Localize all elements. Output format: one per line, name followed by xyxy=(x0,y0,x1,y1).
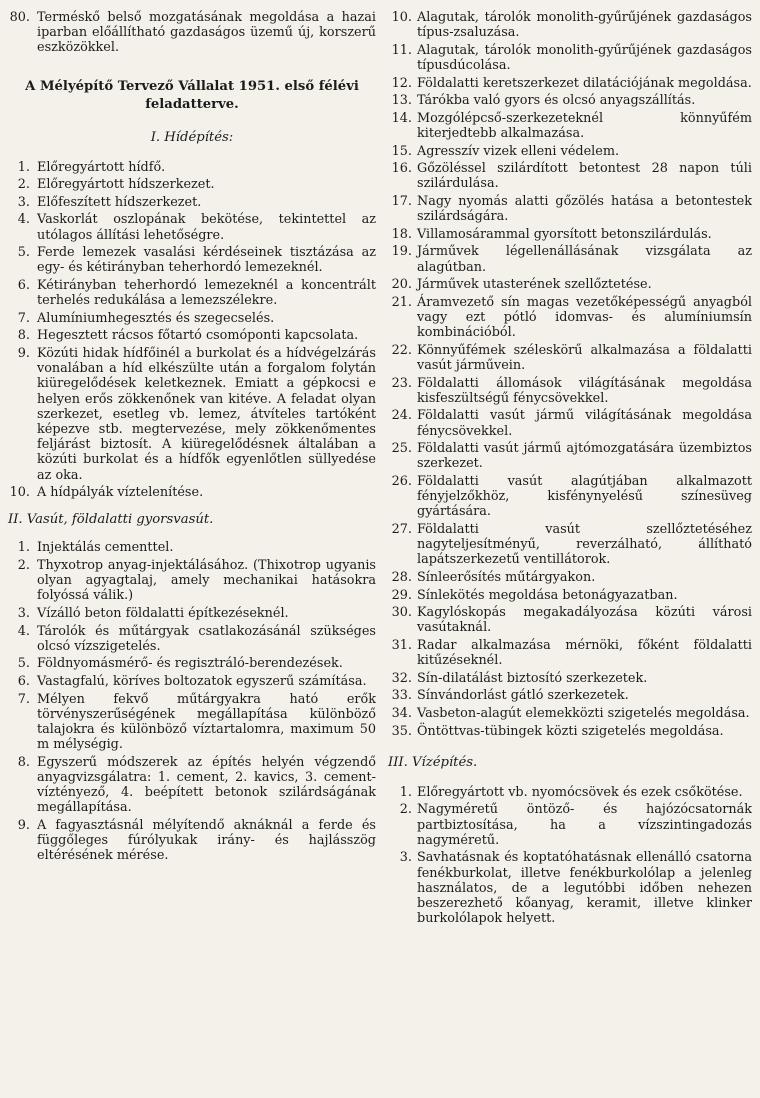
item-text: Földalatti keretszerkezet dilatációjának megoldása. xyxy=(417,75,752,91)
list-item xyxy=(388,343,752,373)
section2-list-right xyxy=(388,10,752,739)
list-item xyxy=(388,724,752,739)
item-text: Földalatti vasút szellőztetéséhez nagyteljesítményű, reverzálható, állítható lapátszerkezetű ventillátorok. xyxy=(417,521,752,568)
item-text: Mozgólépcső-szerkezeteknél könnyűfém kiterjedtebb alkalmazása. xyxy=(417,110,752,141)
item-text: Villamosárammal gyorsított betonszilárdulás. xyxy=(417,226,712,242)
item-number: 5. xyxy=(17,656,30,672)
item-text: Járművek utasterének szellőztetése. xyxy=(417,277,652,293)
list-item xyxy=(388,441,752,471)
item-text: Sín-dilatálást biztosító szerkezetek. xyxy=(417,670,648,686)
list-item xyxy=(8,692,376,753)
item-text: Nagy nyomás alatti gőzölés hatása a betontestek szilárdságára. xyxy=(417,193,752,225)
item-number: 31. xyxy=(391,637,412,653)
item-text: Közúti hidak hídfőinél a burkolat és a hídvégelzárás vonalában a híd elkészülte után a forgalom folytán kiüregelődések keletkeznek. Emiatt a gépkocsi e helyen erős zökkenőnek van kitéve. A feladat olyan szerkezet, esetleg vb. lemez, átvíteles tartóként képezve stb. megtervezése, mely zökkenőmentes feljárást biztosít. A kiüregelődésnek általában a közúti burkolat és a hídfők egyenlőtlen süllyedése az oka. xyxy=(37,345,376,483)
list-item xyxy=(8,540,376,555)
item-number: 8. xyxy=(17,754,30,770)
item-number: 29. xyxy=(391,587,412,603)
item-number: 26. xyxy=(391,473,412,489)
item-text: Előregyártott hídszerkezet. xyxy=(37,177,215,193)
list-item xyxy=(388,785,752,800)
item-number: 10. xyxy=(391,10,412,25)
item-number: 1. xyxy=(17,159,30,175)
item-text: Savhatásnak és koptatóhatásnak ellenálló csatorna fenékburkolat, illetve fenékburkolólap a jelenleg használatos, de a legutóbbi időben nehezen beszerezhető kőanyag, keramit, illetve klinker burkolólapok helyett. xyxy=(417,850,752,927)
item-text: Vízálló beton földalatti építkezéseknél. xyxy=(37,605,289,621)
item-text: Sínvándorlást gátló szerkezetek. xyxy=(417,688,629,704)
item-text: Hegesztett rácsos főtartó csomóponti kapcsolata. xyxy=(37,328,359,344)
item-number: 2. xyxy=(17,177,30,193)
item-number: 4. xyxy=(17,623,30,639)
list-item xyxy=(388,227,752,242)
item-text: Földalatti vasút jármű ajtómozgatására üzembiztos szerkezet. xyxy=(417,441,752,472)
item-text: Thyxotrop anyag-injektálásához. (Thixotrop ugyanis olyan agyagtalaj, amely mechanikai hatásokra folyóssá válik.) xyxy=(37,557,376,604)
item-number: 10. xyxy=(9,485,30,501)
section-title-vizepites: III. Vízépítés. xyxy=(388,754,478,770)
section1-list xyxy=(8,160,376,501)
item-number: 4. xyxy=(17,212,30,228)
item-text: A fagyasztásnál mélyítendő aknáknál a ferde és függőleges fúrólyukak irány- és hajlásszög eltérésének mérése. xyxy=(37,817,376,864)
item-number: 32. xyxy=(391,670,412,686)
item-number: 3. xyxy=(17,605,30,621)
item-text: Injektálás cementtel. xyxy=(37,540,174,556)
item-number: 19. xyxy=(391,244,412,260)
list-item xyxy=(388,688,752,703)
item-number: 5. xyxy=(17,245,30,261)
item-number: 16. xyxy=(391,161,412,177)
list-item xyxy=(388,93,752,108)
item-text: Tárolók és műtárgyak csatlakozásánál szükséges olcsó vízszigetelés. xyxy=(37,623,376,654)
list-item xyxy=(8,328,376,343)
item-text: Járművek légellenállásának vizsgálata az alagútban. xyxy=(417,244,752,275)
list-item xyxy=(388,111,752,141)
list-item xyxy=(8,212,376,242)
list-item xyxy=(8,278,376,308)
item-number: 2. xyxy=(399,802,412,818)
document-heading: A Mélyépítő Tervező Vállalat 1951. első félévi feladatterve. xyxy=(25,78,359,112)
list-item xyxy=(388,588,752,603)
list-item xyxy=(8,606,376,621)
list-item xyxy=(388,43,752,73)
list-item xyxy=(388,244,752,274)
item-number: 7. xyxy=(17,310,30,326)
list-item xyxy=(8,674,376,689)
list-item xyxy=(8,177,376,192)
item-number: 28. xyxy=(391,569,412,585)
list-item xyxy=(8,755,376,816)
item-text: Áramvezető sín magas vezetőképességű anyagból vagy ezt pótló idomvas- és alumíniumsín kombinációból. xyxy=(417,294,752,341)
list-item xyxy=(8,624,376,654)
item-number: 6. xyxy=(17,277,30,293)
item-text: Agresszív vizek elleni védelem. xyxy=(417,143,620,159)
item-number: 7. xyxy=(17,691,30,707)
item-text: Mélyen fekvő műtárgyakra ható erők törvényszerűségének megállapítása különböző talajokra és különböző víztartalomra, maximum 50 m mélységig. xyxy=(37,691,376,753)
item-text: Radar alkalmazása mérnöki, főként földalatti kitűzéseknél. xyxy=(417,637,752,669)
item-text: Terméskő belső mozgatásának megoldása a hazai iparban előállítható gazdaságos üzemű új, korszerű eszközökkel. xyxy=(37,10,376,56)
list-item xyxy=(388,474,752,520)
item-number: 30. xyxy=(391,605,412,621)
list-item xyxy=(388,10,752,40)
list-item xyxy=(388,671,752,686)
item-number: 3. xyxy=(399,850,412,866)
item-number: 20. xyxy=(391,277,412,293)
item-number: 25. xyxy=(391,441,412,457)
list-item xyxy=(8,558,376,604)
item-text: Egyszerű módszerek az építés helyén végzendő anyagvizsgálatra: 1. cement, 2. kavics, 3. cement-víztényező, 4. beépített betonok szilárdságának megállapítása. xyxy=(37,754,376,816)
item-text: Vastagfalú, köríves boltozatok egyszerű számítása. xyxy=(37,673,367,689)
list-item xyxy=(8,311,376,326)
item-text: Nagyméretű öntöző- és hajózócsatornák partbiztosítása, ha a vízszintingadozás nagyméretű. xyxy=(417,802,752,848)
item-number: 11. xyxy=(391,42,412,58)
item-number: 12. xyxy=(391,75,412,91)
list-item xyxy=(388,161,752,191)
item-number: 23. xyxy=(391,375,412,391)
item-text: Sínleerősítés műtárgyakon. xyxy=(417,569,596,585)
item-number: 22. xyxy=(391,342,412,358)
list-item xyxy=(388,76,752,91)
list-item xyxy=(388,570,752,585)
item-number: 21. xyxy=(391,294,412,310)
item-text: Kétirányban teherhordó lemezeknél a koncentrált terhelés redukálása a lemezszélekre. xyxy=(37,277,376,309)
list-item xyxy=(8,10,376,56)
item-text: Sínlekötés megoldása betonágyazatban. xyxy=(417,587,678,603)
list-item xyxy=(388,706,752,721)
item-text: Alumíniumhegesztés és szegecselés. xyxy=(37,310,275,326)
list-item xyxy=(388,408,752,438)
item-text: Könnyűfémek széleskörű alkalmazása a földalatti vasút járművein. xyxy=(417,342,752,373)
list-item xyxy=(388,522,752,568)
list-item xyxy=(388,144,752,159)
item-number: 27. xyxy=(391,521,412,537)
item-text: Előregyártott vb. nyomócsövek és ezek csőkötése. xyxy=(417,784,743,800)
item-number: 6. xyxy=(17,673,30,689)
item-number: 33. xyxy=(391,688,412,704)
item-text: Gőzöléssel szilárdított betontest 28 napon túli szilárdulása. xyxy=(417,161,752,192)
item-text: Alagutak, tárolók monolith-gyűrűjének gazdaságos típusdúcolása. xyxy=(417,42,752,73)
item-number: 15. xyxy=(391,143,412,159)
item-number: 18. xyxy=(391,226,412,242)
item-text: Földalatti állomások világításának megoldása kisfeszültségű fénycsövekkel. xyxy=(417,375,752,406)
item-text: Földalatti vasút jármű világításának megoldása fénycsövekkel. xyxy=(417,408,752,439)
list-item xyxy=(8,346,376,483)
item-number: 3. xyxy=(17,194,30,210)
section-title-hidepites: I. Hídépítés: xyxy=(150,129,234,145)
item-number: 34. xyxy=(391,705,412,721)
item-number: 8. xyxy=(17,328,30,344)
list-item xyxy=(388,376,752,406)
list-item xyxy=(388,277,752,292)
item-number: 80. xyxy=(9,10,30,25)
item-text: Alagutak, tárolók monolith-gyűrűjének gazdaságos típus-zsaluzása. xyxy=(417,10,752,41)
item-text: Földnyomásmérő- és regisztráló-berendezések. xyxy=(37,656,343,672)
item-number: 24. xyxy=(391,408,412,424)
item-number: 14. xyxy=(391,110,412,126)
item-text: Előfeszített hídszerkezet. xyxy=(37,194,202,210)
list-item xyxy=(8,245,376,275)
right-column xyxy=(388,10,752,929)
list-item xyxy=(388,850,752,926)
list-item xyxy=(8,818,376,864)
list-item xyxy=(388,605,752,635)
list-item xyxy=(388,638,752,668)
item-number: 2. xyxy=(17,557,30,573)
item-text: Tárókba való gyors és olcsó anyagszállítás. xyxy=(417,93,696,109)
list-item xyxy=(388,802,752,848)
item-number: 9. xyxy=(17,817,30,833)
item-number: 9. xyxy=(17,345,30,361)
item-text: Előregyártott hídfő. xyxy=(37,159,166,175)
item-number: 1. xyxy=(17,540,30,556)
list-item xyxy=(388,194,752,224)
item-text: Földalatti vasút alagútjában alkalmazott fényjelzőkhöz, kisfénynyelésű színesüveg gyártására. xyxy=(417,473,752,520)
item-number: 1. xyxy=(399,784,412,800)
item-text: Vaskorlát oszlopának bekötése, tekintettel az utólagos állítási lehetőségre. xyxy=(37,212,376,243)
item-number: 13. xyxy=(391,93,412,109)
section2-list-left xyxy=(8,540,376,863)
list-item xyxy=(388,295,752,341)
item-text: Kagylóskopás megakadályozása közúti városi vasútaknál. xyxy=(417,605,752,636)
list-item xyxy=(8,485,376,500)
item-text: Vasbeton-alagút elemekközti szigetelés megoldása. xyxy=(417,705,750,721)
list-item xyxy=(8,195,376,210)
section3-list xyxy=(388,785,752,927)
item-number: 35. xyxy=(391,723,412,739)
item-text: A hídpályák víztelenítése. xyxy=(37,485,204,501)
list-item xyxy=(8,160,376,175)
section-title-vasut: II. Vasút, földalatti gyorsvasút. xyxy=(8,512,214,528)
item-text: Ferde lemezek vasalási kérdéseinek tisztázása az egy- és kétirányban teherhordó lemezeknél. xyxy=(37,245,376,276)
item-text: Öntöttvas-tübingek közti szigetelés megoldása. xyxy=(417,723,724,739)
left-column xyxy=(8,10,376,866)
item-number: 17. xyxy=(391,193,412,209)
list-item xyxy=(8,656,376,671)
